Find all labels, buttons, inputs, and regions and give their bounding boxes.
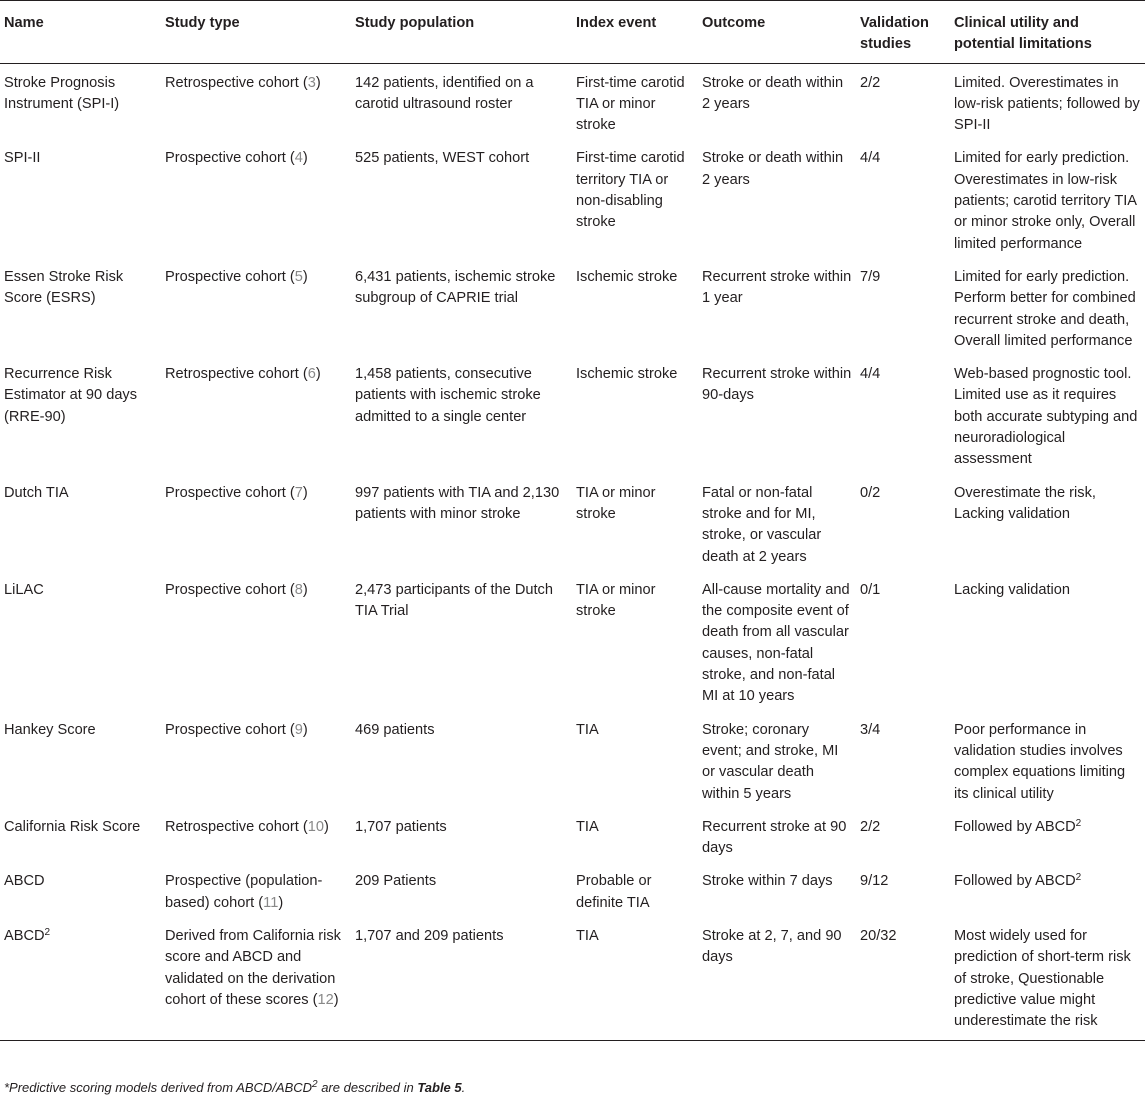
reference-link[interactable]: 11 bbox=[263, 894, 279, 911]
cell-validation-studies bbox=[856, 920, 950, 1041]
cell-name bbox=[0, 920, 161, 1041]
cell-study-type-text: Retrospective cohort bbox=[165, 366, 299, 383]
header-clinical-utility: Clinical utility and potential limitations bbox=[950, 1, 1145, 64]
footnote-prefix: *Predictive scoring models derived from ABCD/ABCD bbox=[4, 1080, 313, 1095]
cell-study-population bbox=[351, 261, 572, 358]
header-name: Name bbox=[0, 1, 161, 64]
cell-name bbox=[0, 358, 161, 476]
cell-study-population-text: 209 Patients bbox=[355, 873, 437, 890]
cell-validation-studies bbox=[856, 477, 950, 574]
cell-clinical-utility-text: Limited. Overestimates in low-risk patients; followed by SPI-II bbox=[954, 74, 1140, 134]
cell-name bbox=[0, 142, 161, 260]
header-index-event: Index event bbox=[572, 1, 698, 64]
cell-study-population bbox=[351, 811, 572, 866]
cell-study-population-text: 2,473 participants of the Dutch TIA Trial bbox=[355, 581, 553, 620]
table-row bbox=[0, 358, 1145, 476]
cell-clinical-utility-text: Limited for early prediction. Perform better for combined recurrent stroke and death, Overall limited performance bbox=[954, 268, 1136, 349]
cell-index-event bbox=[572, 714, 698, 811]
cell-outcome-text: Recurrent stroke within 90-days bbox=[702, 366, 852, 404]
header-study-type: Study type bbox=[161, 1, 351, 64]
cell-index-event bbox=[572, 142, 698, 260]
cell-validation-studies bbox=[856, 811, 950, 866]
cell-study-type: Prospective (population-based) cohort (11) bbox=[165, 873, 323, 911]
cell-outcome-text: Stroke at 2, 7, and 90 days bbox=[702, 927, 842, 966]
cell-index-event bbox=[572, 811, 698, 866]
cell-validation-studies bbox=[856, 63, 950, 142]
cell-validation-studies-text: 7/9 bbox=[860, 268, 881, 285]
cell-clinical-utility bbox=[950, 714, 1145, 811]
cell-validation-studies-text: 20/32 bbox=[860, 927, 897, 944]
cell-name bbox=[0, 574, 161, 714]
cell-outcome-text: Stroke; coronary event; and stroke, MI or vascular death within 5 years bbox=[702, 721, 839, 802]
cell-name-superscript: 2 bbox=[44, 926, 51, 938]
cell-outcome bbox=[698, 261, 856, 358]
cell-index-event-text: Ischemic stroke bbox=[576, 268, 678, 285]
footnote-suffix: . bbox=[461, 1080, 466, 1095]
cell-outcome bbox=[698, 358, 856, 476]
cell-validation-studies-text: 0/2 bbox=[860, 484, 881, 501]
cell-study-type-text: Prospective cohort bbox=[165, 721, 286, 738]
header-study-population: Study population bbox=[351, 1, 572, 64]
reference-link[interactable]: 12 bbox=[317, 991, 334, 1008]
cell-outcome-text: All-cause mortality and the composite event of death from all vascular causes, non-fatal stroke, and non-fatal MI at 10 years bbox=[702, 581, 850, 705]
cell-outcome-text: Stroke within 7 days bbox=[702, 873, 833, 890]
cell-validation-studies-text: 4/4 bbox=[860, 366, 881, 383]
cell-index-event-text: First-time carotid territory TIA or non-disabling stroke bbox=[576, 150, 685, 231]
reference-link[interactable]: 8 bbox=[294, 581, 303, 598]
reference-link[interactable]: 6 bbox=[307, 366, 316, 383]
cell-index-event bbox=[572, 63, 698, 142]
cell-clinical-utility-text: Limited for early prediction. Overestimates in low-risk patients; carotid territory TIA or minor stroke only, Overall limited performance bbox=[954, 150, 1137, 252]
cell-name-text: California Risk Score bbox=[4, 818, 141, 835]
cell-index-event bbox=[572, 358, 698, 476]
cell-clinical-utility-text: Poor performance in validation studies involves complex equations limiting its clinical utility bbox=[954, 721, 1126, 802]
cell-index-event-text: Ischemic stroke bbox=[576, 366, 678, 383]
table-row bbox=[0, 865, 1145, 920]
cell-validation-studies-text: 2/2 bbox=[860, 818, 881, 835]
table-row bbox=[0, 63, 1145, 142]
cell-study-population bbox=[351, 477, 572, 574]
cell-outcome bbox=[698, 574, 856, 714]
cell-study-population bbox=[351, 865, 572, 920]
cell-index-event bbox=[572, 574, 698, 714]
table-body bbox=[0, 63, 1145, 1041]
cell-validation-studies-text: 2/2 bbox=[860, 74, 881, 91]
table-header-row bbox=[0, 1, 1145, 64]
cell-outcome bbox=[698, 811, 856, 866]
cell-name-text: Recurrence Risk Estimator at 90 days (RRE-90) bbox=[4, 366, 138, 425]
cell-index-event-text: TIA bbox=[576, 927, 599, 944]
cell-outcome-text: Fatal or non-fatal stroke and for MI, stroke, or vascular death at 2 years bbox=[702, 484, 822, 565]
cell-clinical-utility bbox=[950, 261, 1145, 358]
cell-study-population-text: 1,458 patients, consecutive patients with ischemic stroke admitted to a single center bbox=[355, 366, 541, 425]
cell-outcome-text: Recurrent stroke within 1 year bbox=[702, 268, 852, 307]
cell-study-type-text: Retrospective cohort bbox=[165, 818, 299, 835]
cell-name-text: Stroke Prognosis Instrument (SPI-I) bbox=[4, 74, 120, 112]
cell-name-text: Dutch TIA bbox=[4, 484, 69, 501]
cell-clinical-utility-text: Overestimate the risk, Lacking validation bbox=[954, 484, 1096, 522]
reference-link[interactable]: 4 bbox=[294, 150, 303, 167]
cell-study-type: Prospective cohort (9) bbox=[165, 721, 308, 738]
cell-clinical-utility bbox=[950, 358, 1145, 476]
cell-outcome-text: Recurrent stroke at 90 days bbox=[702, 818, 847, 857]
cell-study-population bbox=[351, 358, 572, 476]
footnote-sup: 2 bbox=[312, 1079, 318, 1090]
cell-index-event bbox=[572, 477, 698, 574]
cell-study-type-text: Prospective cohort bbox=[165, 581, 286, 598]
table-row bbox=[0, 142, 1145, 260]
cell-study-population bbox=[351, 714, 572, 811]
cell-validation-studies bbox=[856, 261, 950, 358]
cell-clinical-utility bbox=[950, 920, 1145, 1041]
cell-index-event-text: TIA or minor stroke bbox=[576, 581, 656, 620]
cell-name bbox=[0, 63, 161, 142]
cell-clinical-utility bbox=[950, 865, 1145, 920]
cell-study-type-text: Prospective cohort bbox=[165, 150, 286, 167]
cell-outcome-text: Stroke or death within 2 years bbox=[702, 74, 844, 112]
cell-clinical-utility bbox=[950, 811, 1145, 866]
cell-clinical-utility-superscript: 2 bbox=[1075, 817, 1082, 829]
cell-study-type: Retrospective cohort (3) bbox=[165, 74, 321, 91]
cell-name-text: ABCD bbox=[4, 927, 45, 944]
cell-clinical-utility-text: Most widely used for prediction of short-term risk of stroke, Questionable predictive value might underestimate the risk bbox=[954, 927, 1131, 1030]
cell-clinical-utility-superscript: 2 bbox=[1075, 872, 1082, 884]
cell-validation-studies bbox=[856, 358, 950, 476]
cell-study-type: Retrospective cohort (10) bbox=[165, 818, 329, 835]
cell-outcome bbox=[698, 865, 856, 920]
cell-study-population-text: 1,707 and 209 patients bbox=[355, 927, 504, 944]
cell-study-type: Prospective cohort (4) bbox=[165, 150, 308, 167]
cell-validation-studies-text: 0/1 bbox=[860, 581, 881, 598]
cell-study-type-text: Prospective cohort bbox=[165, 268, 286, 285]
header-outcome: Outcome bbox=[698, 1, 856, 64]
table-row bbox=[0, 811, 1145, 866]
cell-clinical-utility-text: Web-based prognostic tool. Limited use as it requires both accurate subtyping and neuroradiological assessment bbox=[954, 366, 1138, 468]
cell-name bbox=[0, 477, 161, 574]
header-validation-studies: Validation studies bbox=[856, 1, 950, 64]
cell-validation-studies-text: 4/4 bbox=[860, 150, 881, 167]
table-row bbox=[0, 574, 1145, 714]
cell-clinical-utility bbox=[950, 574, 1145, 714]
cell-study-type: Prospective cohort (5) bbox=[165, 268, 308, 285]
reference-link[interactable]: 3 bbox=[307, 74, 316, 91]
cell-clinical-utility-text: Followed by ABCD bbox=[954, 818, 1076, 835]
cell-study-population bbox=[351, 63, 572, 142]
cell-study-type: Prospective cohort (7) bbox=[165, 484, 308, 501]
cell-study-type-text: Prospective (population-based) cohort bbox=[165, 873, 323, 911]
cell-index-event-text: Probable or definite TIA bbox=[576, 873, 652, 911]
cell-clinical-utility-text: Followed by ABCD bbox=[954, 873, 1076, 890]
cell-index-event bbox=[572, 865, 698, 920]
cell-study-type-text: Retrospective cohort bbox=[165, 74, 299, 91]
cell-index-event-text: First-time carotid TIA or minor stroke bbox=[576, 74, 685, 134]
cell-clinical-utility bbox=[950, 477, 1145, 574]
table-row bbox=[0, 261, 1145, 358]
cell-index-event-text: TIA or minor stroke bbox=[576, 484, 656, 522]
cell-validation-studies-text: 3/4 bbox=[860, 721, 881, 738]
reference-link[interactable]: 7 bbox=[294, 484, 303, 501]
footnote-middle: are described in bbox=[317, 1080, 418, 1095]
table-footnote bbox=[4, 1077, 465, 1098]
footnote-table-link[interactable]: Table 5 bbox=[417, 1080, 462, 1095]
cell-clinical-utility bbox=[950, 142, 1145, 260]
cell-index-event-text: TIA bbox=[576, 818, 599, 835]
cell-name-text: SPI-II bbox=[4, 150, 41, 167]
cell-name-text: Hankey Score bbox=[4, 721, 96, 738]
cell-name bbox=[0, 865, 161, 920]
cell-clinical-utility bbox=[950, 63, 1145, 142]
reference-link[interactable]: 5 bbox=[294, 268, 303, 285]
cell-study-type-text: Derived from California risk score and ABCD and validated on the derivation cohort of these scores bbox=[165, 927, 341, 1008]
cell-study-population bbox=[351, 142, 572, 260]
cell-index-event-text: TIA bbox=[576, 721, 599, 738]
table-row bbox=[0, 920, 1145, 1041]
cell-study-population-text: 469 patients bbox=[355, 721, 435, 738]
cell-study-type: Prospective cohort (8) bbox=[165, 581, 308, 598]
cell-name-text: ABCD bbox=[4, 873, 45, 890]
cell-outcome bbox=[698, 714, 856, 811]
cell-validation-studies bbox=[856, 714, 950, 811]
cell-outcome bbox=[698, 920, 856, 1041]
cell-study-type: Derived from California risk score and ABCD and validated on the derivation cohort of these scores (12) bbox=[161, 920, 351, 1041]
cell-name-text: Essen Stroke Risk Score (ESRS) bbox=[4, 268, 124, 307]
cell-study-population bbox=[351, 574, 572, 714]
cell-outcome bbox=[698, 63, 856, 142]
cell-study-population-text: 997 patients with TIA and 2,130 patients with minor stroke bbox=[355, 484, 560, 522]
table-row bbox=[0, 714, 1145, 811]
cell-validation-studies bbox=[856, 865, 950, 920]
cell-clinical-utility-text: Lacking validation bbox=[954, 581, 1071, 598]
cell-study-type: Retrospective cohort (6) bbox=[165, 366, 321, 383]
cell-study-population-text: 1,707 patients bbox=[355, 818, 447, 835]
cell-study-population bbox=[351, 920, 572, 1041]
cell-index-event bbox=[572, 920, 698, 1041]
cell-study-population-text: 6,431 patients, ischemic stroke subgroup of CAPRIE trial bbox=[355, 268, 556, 307]
cell-validation-studies bbox=[856, 142, 950, 260]
cell-name bbox=[0, 261, 161, 358]
cell-study-type-text: Prospective cohort bbox=[165, 484, 286, 501]
cell-outcome-text: Stroke or death within 2 years bbox=[702, 150, 844, 188]
cell-name bbox=[0, 714, 161, 811]
cell-outcome bbox=[698, 477, 856, 574]
reference-link[interactable]: 10 bbox=[307, 818, 324, 835]
cell-index-event bbox=[572, 261, 698, 358]
cell-name-text: LiLAC bbox=[4, 581, 44, 598]
reference-link[interactable]: 9 bbox=[294, 721, 303, 738]
cell-validation-studies bbox=[856, 574, 950, 714]
table-row bbox=[0, 477, 1145, 574]
cell-study-population-text: 142 patients, identified on a carotid ultrasound roster bbox=[355, 74, 534, 112]
cell-name bbox=[0, 811, 161, 866]
cell-study-population-text: 525 patients, WEST cohort bbox=[355, 150, 530, 167]
cell-outcome bbox=[698, 142, 856, 260]
cell-validation-studies-text: 9/12 bbox=[860, 873, 889, 890]
